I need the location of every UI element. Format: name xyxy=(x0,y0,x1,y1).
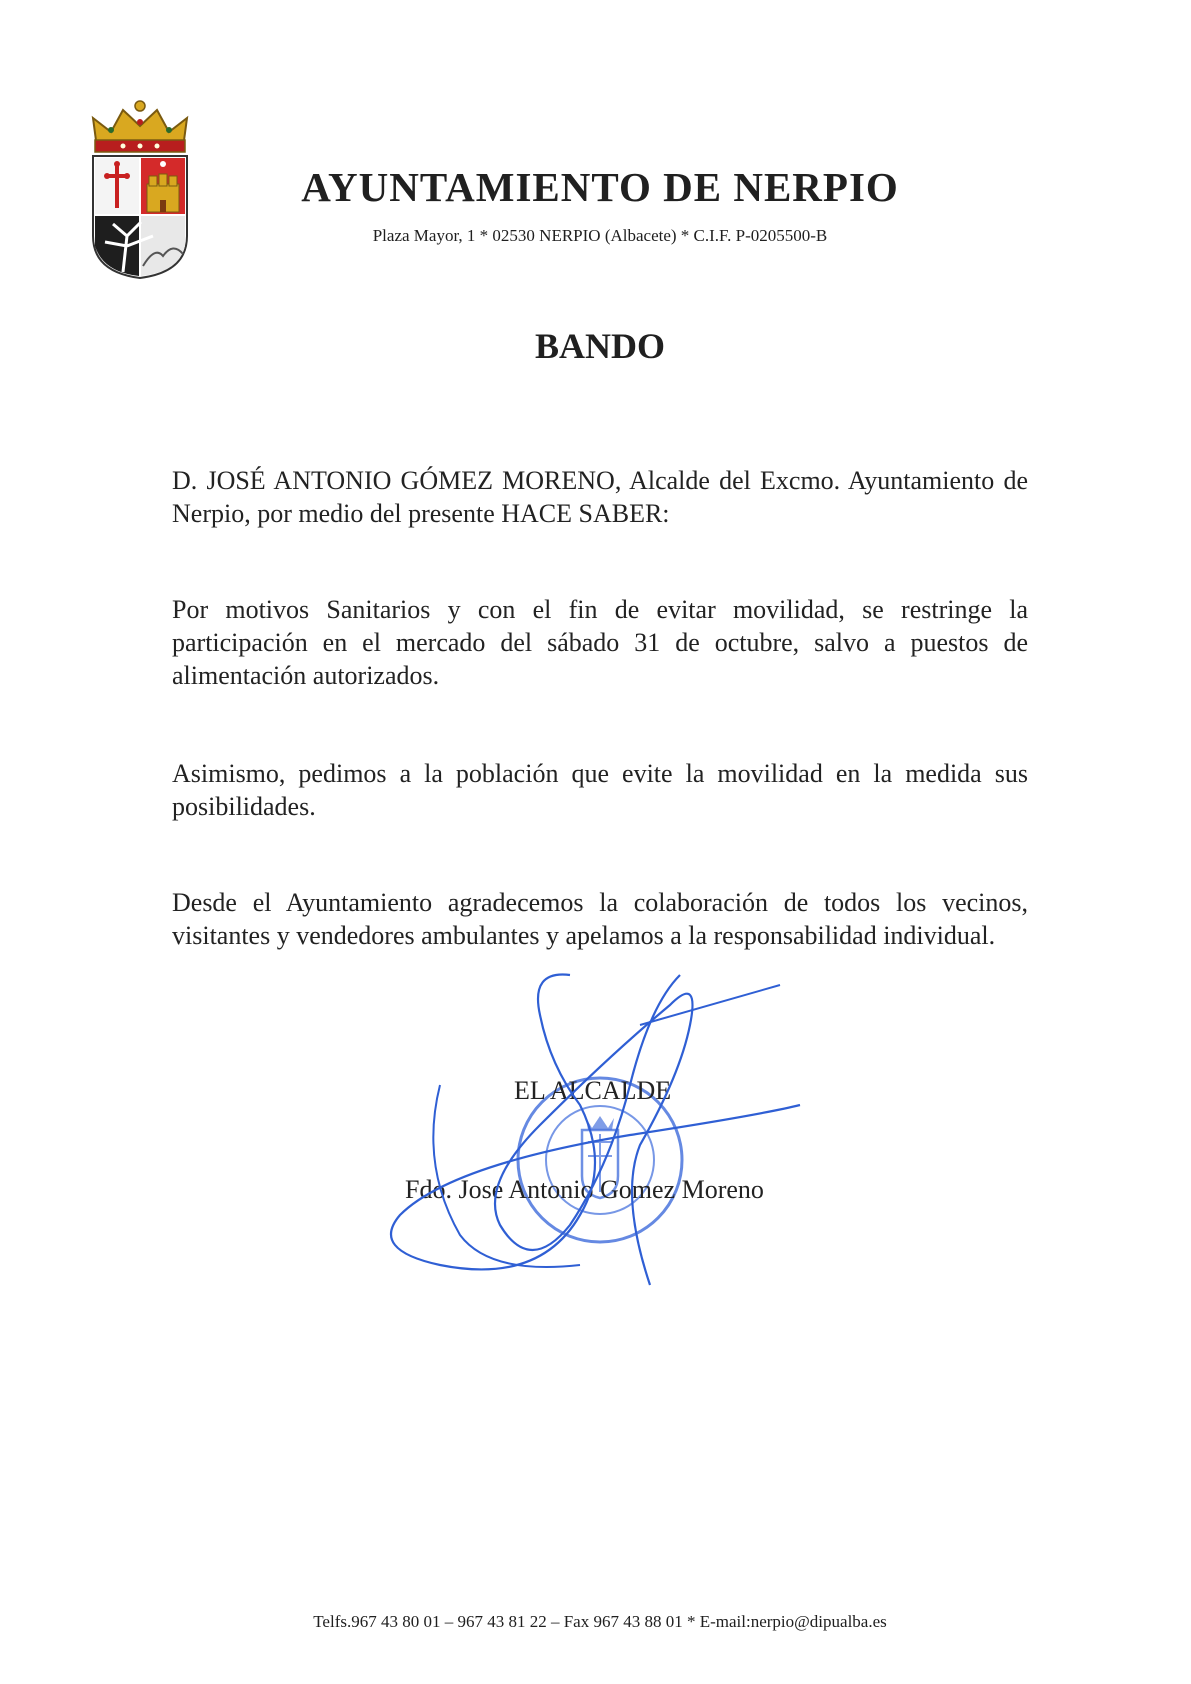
document-title: BANDO xyxy=(534,326,665,366)
coat-of-arms-icon xyxy=(83,96,198,281)
paragraph-thanks: Desde el Ayuntamiento agradecemos la colaboración de todos los vecinos, visitantes y vendedores ambulantes y apelamos a la responsabilidad individual. xyxy=(172,888,1028,950)
signature-title: EL ALCALDE xyxy=(514,1076,672,1105)
organization-address: Plaza Mayor, 1 * 02530 NERPIO (Albacete) * C.I.F. P-0205500-B xyxy=(372,226,828,245)
paragraph-request: Asimismo, pedimos a la población que evite la movilidad en la medida sus posibilidades. xyxy=(172,759,1028,821)
signatory-name: Fdo. Jose Antonio Gomez Moreno xyxy=(405,1175,764,1204)
handwritten-signature xyxy=(380,965,840,1295)
paragraph-restriction: Por motivos Sanitarios y con el fin de evitar movilidad, se restringe la participación en el mercado del sábado 31 de octubre, salvo a puestos de alimentación autorizados. xyxy=(172,595,1028,690)
paragraph-intro: D. JOSÉ ANTONIO GÓMEZ MORENO, Alcalde del Excmo. Ayuntamiento de Nerpio, por medio del presente HACE SABER: xyxy=(172,466,1028,528)
organization-name: AYUNTAMIENTO DE NERPIO xyxy=(301,164,899,210)
footer-contact: Telfs.967 43 80 01 – 967 43 81 22 – Fax 967 43 88 01 * E-mail:nerpio@dipualba.es xyxy=(313,1612,887,1631)
